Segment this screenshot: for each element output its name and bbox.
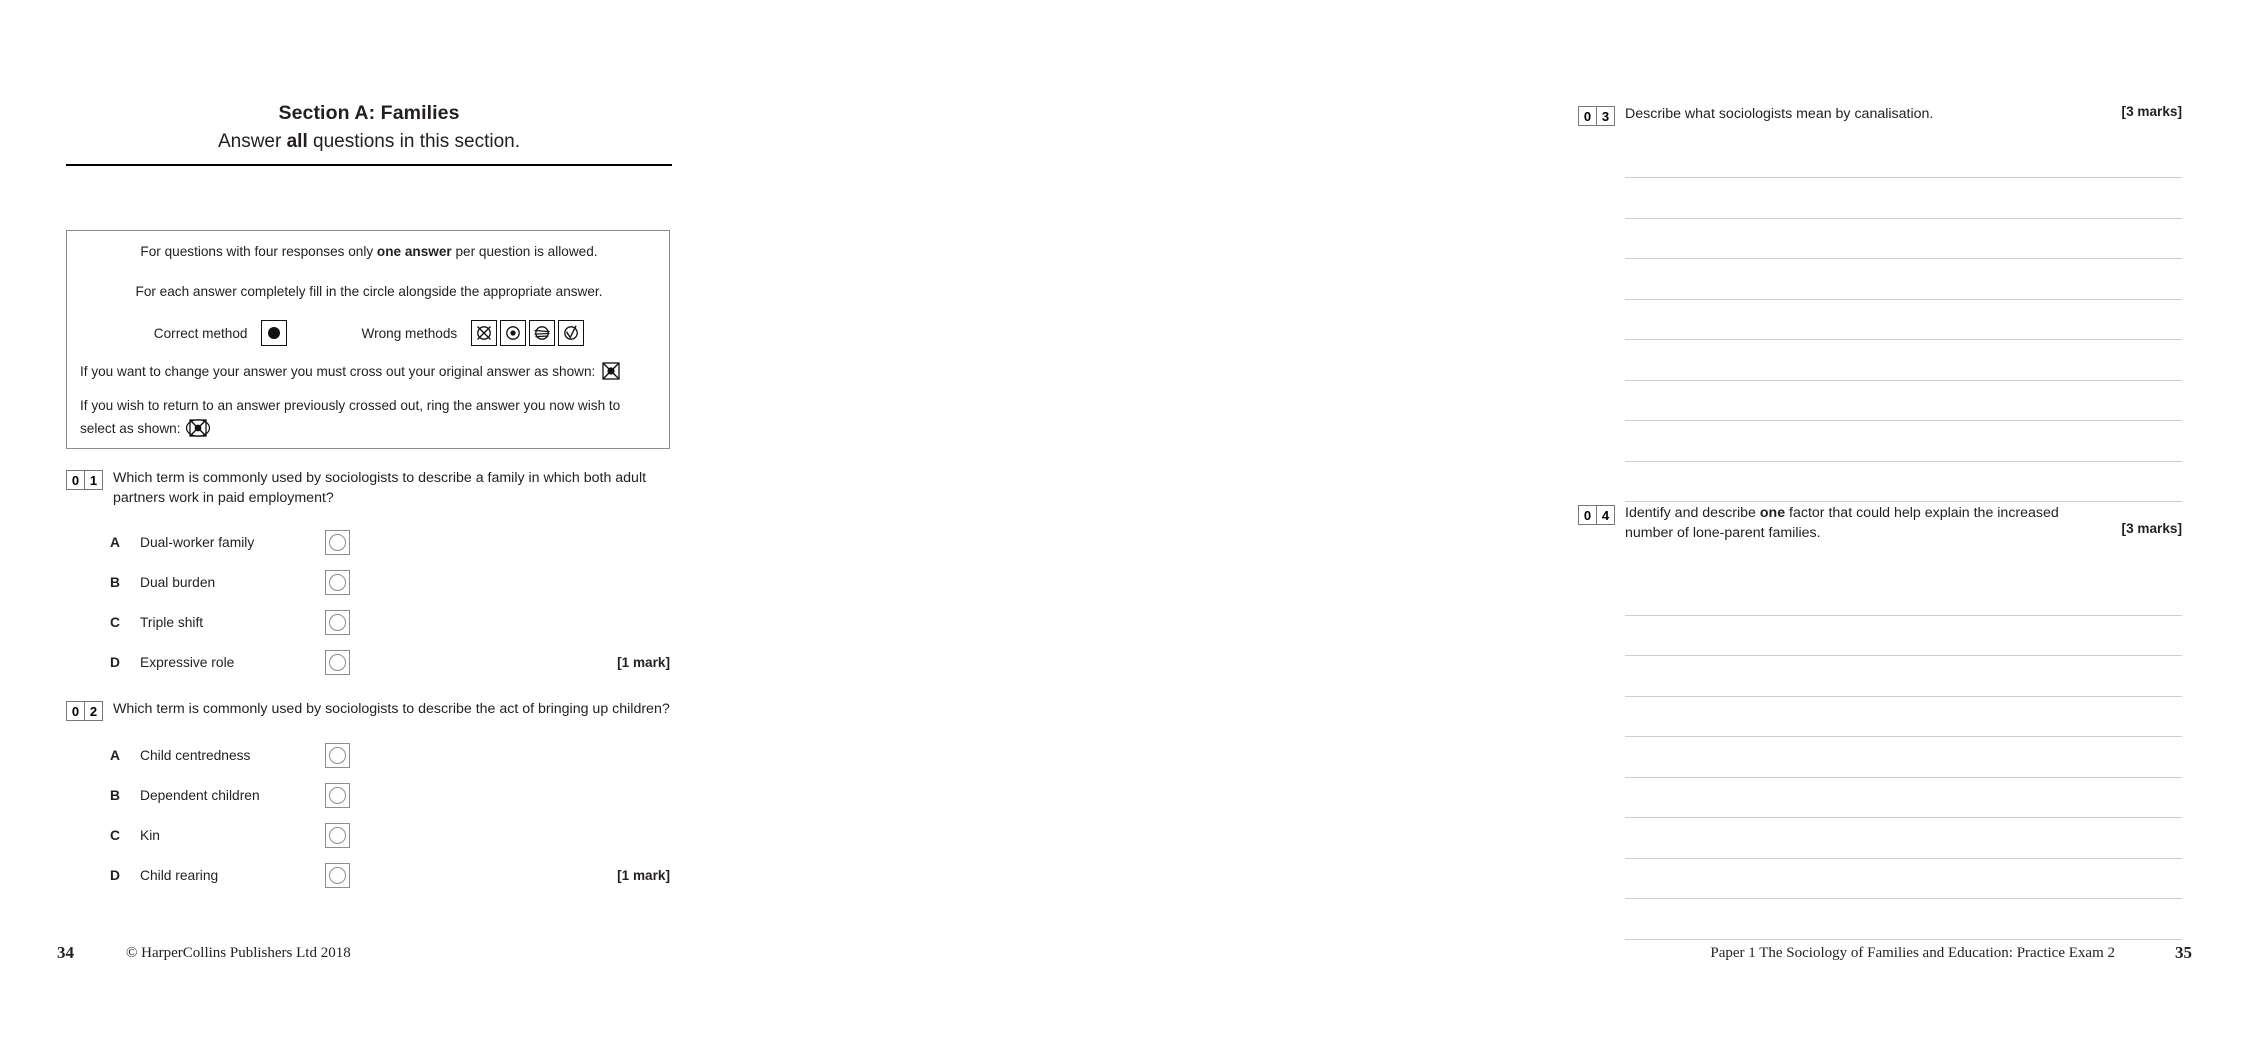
question-02-options — [66, 735, 670, 895]
wrong-methods-label: Wrong methods — [361, 325, 458, 341]
question-04-header — [1578, 503, 2182, 544]
qnum-digit-2: 2 — [89, 703, 98, 719]
option-label: Child rearing — [140, 867, 219, 883]
question-02-marks: [1 mark] — [617, 867, 670, 883]
bubble-circle — [329, 867, 346, 884]
question-01-text: Which term is commonly used by sociologists to describe a family in which both adult partners work in paid employment? — [113, 470, 647, 507]
instructions-box — [66, 230, 670, 449]
instruction-1-post: per question is allowed. — [451, 244, 598, 259]
answer-line[interactable] — [1625, 696, 2182, 697]
option-letter: D — [110, 655, 120, 671]
bubble-circle — [329, 747, 346, 764]
option-label: Dependent children — [140, 787, 260, 803]
qnum-digit-1: 0 — [67, 702, 85, 720]
wrong-methods-group — [471, 320, 584, 346]
left-page-footer — [0, 943, 750, 1003]
answer-line[interactable] — [1625, 501, 2182, 502]
bubble-circle — [329, 574, 346, 591]
question-03-marks: [3 marks] — [2121, 104, 2182, 119]
answer-line[interactable] — [1625, 898, 2182, 899]
option-label: Kin — [140, 827, 160, 843]
circle-tick-icon — [558, 320, 584, 346]
question-block-03 — [1578, 104, 2182, 126]
circle-small-dot-icon — [500, 320, 526, 346]
answer-bubble-d[interactable] — [325, 863, 350, 888]
section-heading — [66, 100, 672, 155]
bubble-circle — [329, 614, 346, 631]
option-label: Child centredness — [140, 747, 251, 763]
answer-line[interactable] — [1625, 258, 2182, 259]
page-number-left: 34 — [57, 943, 74, 962]
answer-line[interactable] — [1625, 817, 2182, 818]
option-letter: C — [110, 615, 120, 631]
instruction-line-4 — [80, 396, 658, 440]
qnum-digit-2: 1 — [89, 472, 98, 488]
option-row-c[interactable] — [66, 603, 670, 643]
instruction-line-1 — [67, 242, 671, 262]
ringed-crossed-answer-icon — [185, 416, 211, 440]
option-label: Dual burden — [140, 575, 216, 591]
bubble-circle — [329, 827, 346, 844]
instruction-line-3 — [80, 359, 658, 383]
question-01-marks: [1 mark] — [617, 655, 670, 671]
question-block-04 — [1578, 503, 2182, 544]
question-04-marks: [3 marks] — [2121, 521, 2182, 536]
question-number-03 — [1578, 106, 1615, 126]
subtitle-post: questions in this section. — [307, 131, 521, 153]
answer-line[interactable] — [1625, 299, 2182, 300]
answer-bubble-b[interactable] — [325, 570, 350, 595]
page-number-right: 35 — [2175, 943, 2192, 962]
question-03-header — [1578, 104, 2182, 126]
answer-line[interactable] — [1625, 461, 2182, 462]
filled-circle-icon — [261, 320, 287, 346]
copyright-text: © HarperCollins Publishers Ltd 2018 — [126, 945, 351, 961]
question-04-text-post: factor that could help explain the increased number of lone-parent families. — [1625, 505, 2059, 542]
answer-line[interactable] — [1625, 858, 2182, 859]
method-examples-row — [67, 316, 671, 350]
answer-line[interactable] — [1625, 655, 2182, 656]
option-letter: B — [110, 575, 120, 591]
question-04-text-bold: one — [1759, 505, 1786, 521]
running-head-text: Paper 1 The Sociology of Families and Education: Practice Exam 2 — [1710, 945, 2115, 961]
answer-line[interactable] — [1625, 218, 2182, 219]
circle-crossed-icon — [471, 320, 497, 346]
right-page — [750, 0, 2192, 1061]
question-03-text: Describe what sociologists mean by canalisation. — [1625, 106, 1934, 122]
instruction-1-pre: For questions with four responses only — [140, 244, 377, 259]
option-row-d[interactable] — [66, 643, 670, 683]
subtitle-pre: Answer — [217, 131, 287, 153]
question-04-text — [1625, 503, 2065, 544]
option-row-d[interactable] — [66, 855, 670, 895]
question-01-header — [66, 468, 670, 509]
option-letter: D — [110, 867, 120, 883]
answer-bubble-c[interactable] — [325, 610, 350, 635]
option-letter: C — [110, 827, 120, 843]
crossed-out-answer-icon — [599, 359, 623, 383]
circle-strikethrough-icon — [529, 320, 555, 346]
question-02-header — [66, 699, 670, 721]
option-row-a[interactable] — [66, 523, 670, 563]
question-02-text: Which term is commonly used by sociologists to describe the act of bringing up children? — [113, 701, 670, 717]
bubble-circle — [329, 787, 346, 804]
qnum-digit-2: 4 — [1601, 507, 1610, 523]
section-subtitle — [66, 129, 672, 155]
question-number-02 — [66, 701, 103, 721]
option-label: Triple shift — [140, 615, 204, 631]
qnum-digit-1: 0 — [1579, 107, 1597, 125]
question-block-01 — [66, 468, 670, 683]
right-page-footer — [1500, 943, 2250, 1003]
bubble-circle — [329, 654, 346, 671]
answer-line[interactable] — [1625, 736, 2182, 737]
instruction-line-2: For each answer completely fill in the circle alongside the appropriate answer. — [135, 284, 603, 299]
option-letter: A — [110, 747, 120, 763]
answer-line[interactable] — [1625, 420, 2182, 421]
answer-line[interactable] — [1625, 339, 2182, 340]
answer-line[interactable] — [1625, 939, 2182, 940]
instruction-1-bold: one answer — [376, 244, 452, 259]
answer-bubble-b[interactable] — [325, 783, 350, 808]
answer-line[interactable] — [1625, 177, 2182, 178]
answer-bubble-c[interactable] — [325, 823, 350, 848]
subtitle-bold: all — [286, 131, 308, 153]
answer-line[interactable] — [1625, 777, 2182, 778]
question-number-04 — [1578, 505, 1615, 525]
correct-method-label: Correct method — [153, 325, 248, 341]
option-letter: B — [110, 787, 120, 803]
qnum-digit-2: 3 — [1601, 108, 1610, 124]
option-letter: A — [110, 535, 120, 551]
instruction-3-text: If you want to change your answer you must cross out your original answer as shown: — [80, 364, 596, 379]
option-row-b[interactable] — [66, 775, 670, 815]
option-row-a[interactable] — [66, 735, 670, 775]
qnum-digit-1: 0 — [1579, 506, 1597, 524]
answer-bubble-a[interactable] — [325, 530, 350, 555]
answer-line[interactable] — [1625, 615, 2182, 616]
question-04-text-pre: Identify and describe — [1625, 505, 1760, 521]
question-block-02 — [66, 699, 670, 895]
page-title: Section A: Families — [278, 102, 460, 124]
option-row-b[interactable] — [66, 563, 670, 603]
answer-bubble-d[interactable] — [325, 650, 350, 675]
option-label: Dual-worker family — [140, 535, 255, 551]
left-page — [0, 0, 750, 1061]
option-label: Expressive role — [140, 655, 235, 671]
question-01-options — [66, 523, 670, 683]
option-row-c[interactable] — [66, 815, 670, 855]
bubble-circle — [329, 534, 346, 551]
question-number-01 — [66, 470, 103, 490]
answer-bubble-a[interactable] — [325, 743, 350, 768]
header-divider — [66, 164, 672, 166]
answer-line[interactable] — [1625, 380, 2182, 381]
instruction-4-text: If you wish to return to an answer previously crossed out, ring the answer you now wish to select as shown: — [80, 398, 621, 437]
qnum-digit-1: 0 — [67, 471, 85, 489]
